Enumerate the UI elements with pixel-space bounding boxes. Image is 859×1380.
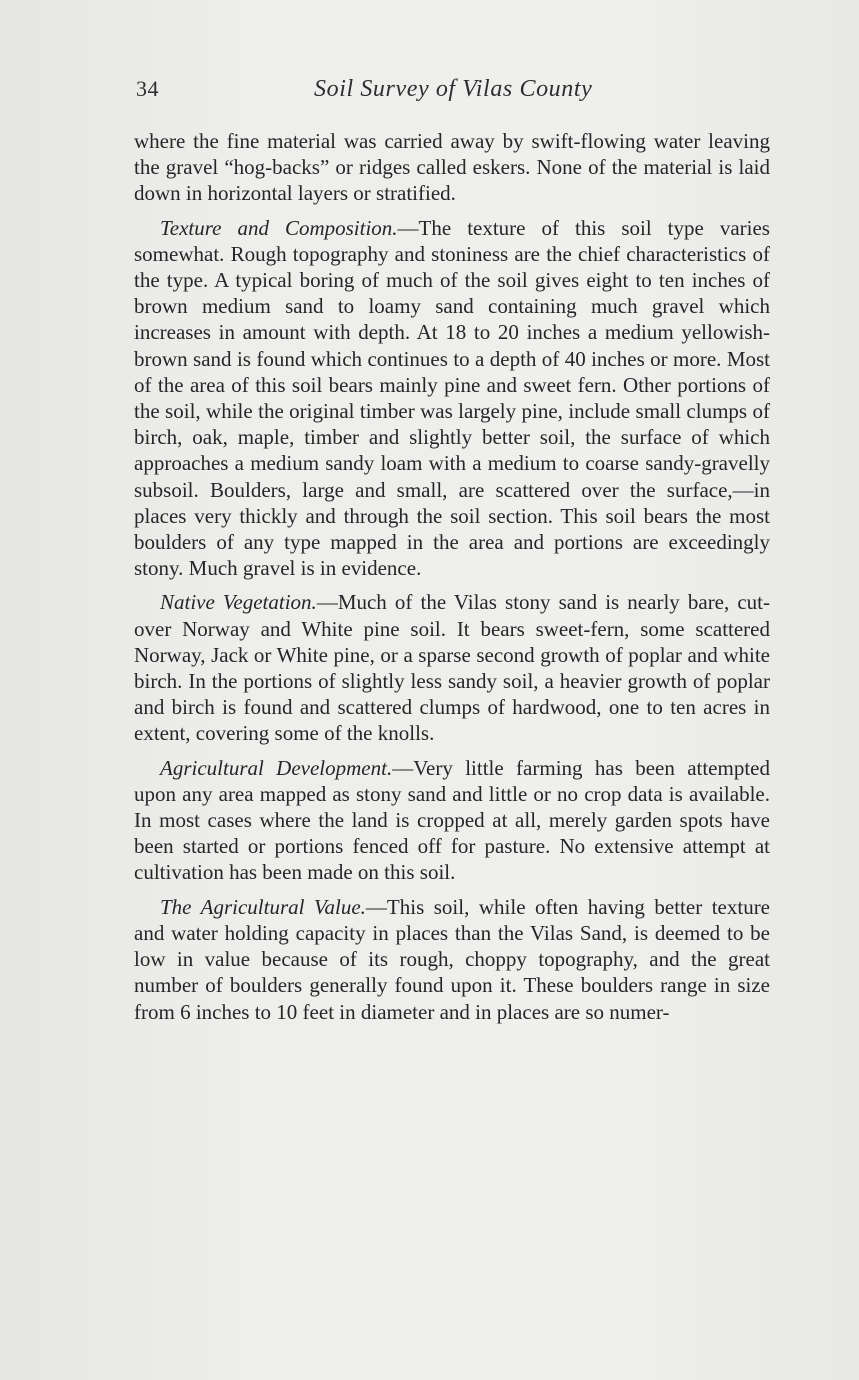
paragraph-text: —The texture of this soil type varies somewhat. Rough topography and stoniness are the chief characteristics of the type. A typical boring of much of the soil gives eight to ten inches of brown medium sand to loamy sand containing much gravel which increases in amount with depth. At 18 to 20 inches a medium yellowish-brown sand is found which continues to a depth of 40 inches or more. Most of the area of this soil bears mainly pine and sweet fern. Other portions of the soil, while the original timber was largely pine, include small clumps of birch, oak, maple, timber and slightly better soil, the surface of which approaches a medium sandy loam with a medium to coarse sandy-gravelly subsoil. Boulders, large and small, are scattered over the surface,—in places very thickly and through the soil section. This soil bears the most boulders of any type mapped in the area and portions are exceedingly stony. Much gravel is in evidence. [134,215,770,581]
paragraph-native-vegetation [134,589,770,746]
paragraph-continuation [134,128,770,207]
paragraph-agricultural-value [134,894,770,1025]
page-header [136,76,770,110]
paragraph-texture-composition [134,215,770,582]
page-number: 34 [136,76,159,101]
paragraph-text: —Much of the Vilas stony sand is nearly bare, cut-over Norway and White pine soil. It bears sweet-fern, some scattered Norway, Jack or White pine, or a sparse second growth of poplar and white birch. In the portions of slightly less sandy soil, a heavier growth of poplar and birch is found and scattered clumps of hardwood, one to ten acres in extent, covering some of the knolls. [134,590,770,746]
body-text [134,128,770,1033]
paragraph-text: where the fine material was carried away by swift-flowing water leaving the gravel “hog-backs” or ridges called eskers. None of the material is laid down in horizontal layers or stratified. [134,129,770,206]
paragraph-text: —Very little farming has been attempted upon any area mapped as stony sand and little or no crop data is available. In most cases where the land is cropped at all, merely garden spots have been started or portions fenced off for pasture. No extensive attempt at cultivation has been made on this soil. [134,755,770,885]
paragraph-agricultural-development [134,755,770,886]
section-heading: Agricultural Development. [160,755,393,780]
running-title: Soil Survey of Vilas County [314,76,593,102]
paragraph-text: —This soil, while often having better texture and water holding capacity in places than the Vilas Sand, is deemed to be low in value because of its rough, choppy topography, and the great number of boulders generally found upon it. These boulders range in size from 6 inches to 10 feet in diameter and in places are so numer- [134,894,771,1024]
section-heading: Texture and Composition. [160,215,398,240]
section-heading: Native Vegetation. [160,590,317,615]
section-heading: The Agricultural Value. [160,894,366,919]
